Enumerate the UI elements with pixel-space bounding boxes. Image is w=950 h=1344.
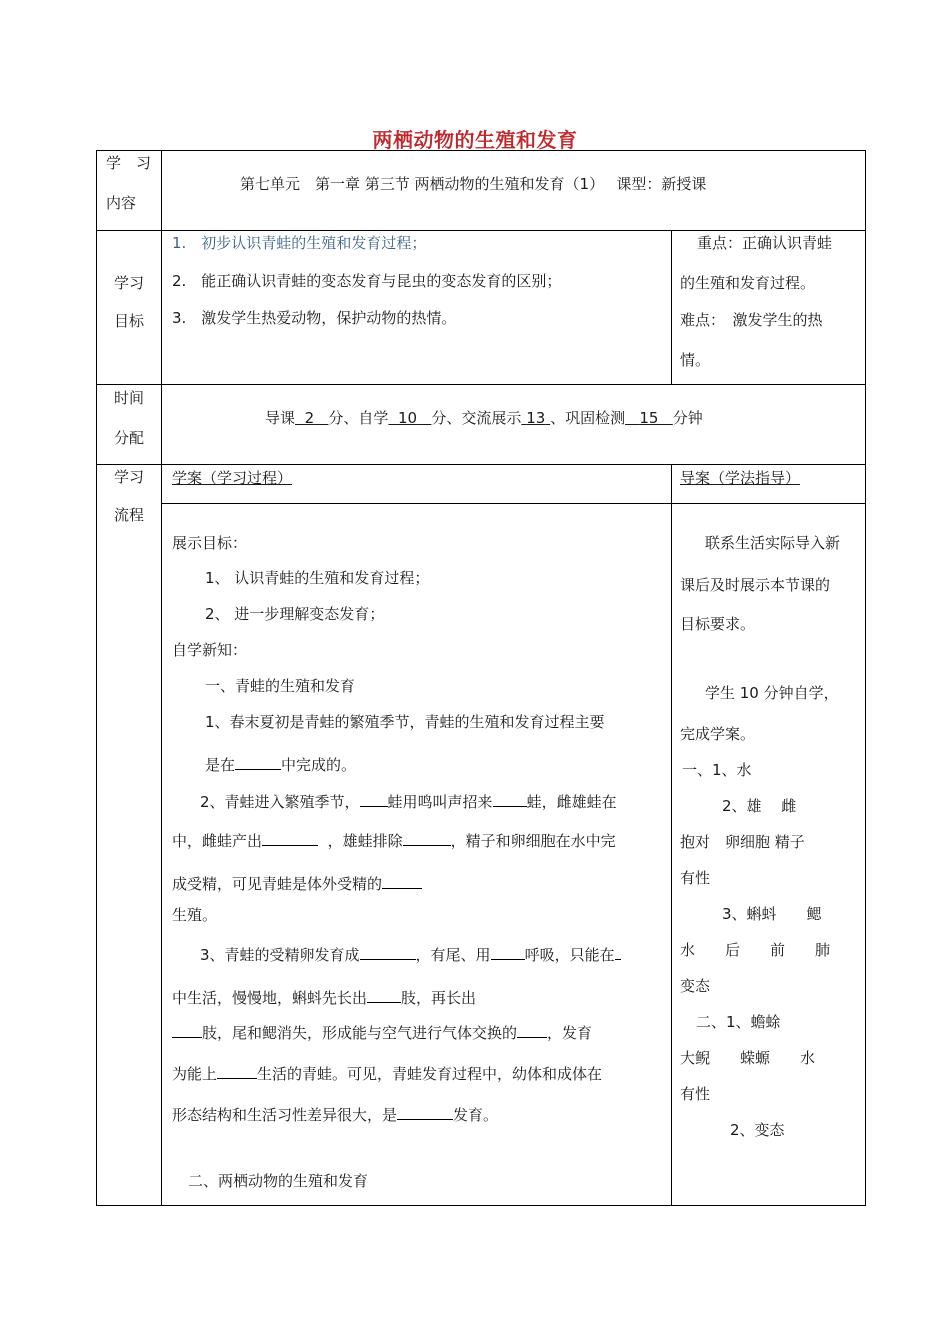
text-line: 中，雌蛙产出 ，雄蛙排除 ，精子和卵细胞在水中完 (172, 832, 616, 850)
goal-item: 3. 激发学生热爱动物，保护动物的热情。 (172, 309, 457, 327)
answer-line: 有性 (680, 1085, 711, 1103)
time-allocation (265, 411, 703, 426)
text-line: 肢，尾和鳃消失，形成能与空气进行气体交换的 ，发育 (172, 1023, 592, 1041)
text-line: 3、青蛙的受精卵发育成 ，有尾、用 呼吸，只能在 (200, 945, 621, 963)
row-divider (161, 503, 866, 504)
text-line: 2、 进一步理解变态发育； (205, 605, 385, 623)
text-line: 2、青蛙进入繁殖季节， 蛙用鸣叫声招来 蛙，雌雄蛙在 (200, 793, 617, 811)
goal-item: 2. 能正确认识青蛙的变态发育与昆虫的变态发育的区别； (172, 272, 562, 290)
text-line: 形态结构和生活习性差异很大，是 发育。 (172, 1106, 499, 1124)
answer-line: 有性 (680, 869, 711, 887)
fill-blank (360, 792, 388, 807)
fill-blank (382, 874, 422, 889)
section-heading: 一、青蛙的生殖和发育 (205, 677, 356, 695)
study-plan-header: 学案（学习过程） (172, 469, 293, 487)
row-label: 目标 (114, 312, 145, 330)
row-label: 时间 (114, 389, 145, 407)
teaching-guide-header: 导案（学法指导） (680, 469, 801, 487)
row-label: 内容 (106, 194, 137, 212)
row-label: 学习 (114, 274, 145, 292)
answer-line: 水 后 前 肺 (680, 941, 831, 959)
key-point-line: 情。 (680, 351, 711, 369)
row-label: 分配 (114, 429, 145, 447)
key-point-line: 的生殖和发育过程。 (680, 274, 816, 292)
column-divider (671, 230, 672, 384)
answer-line: 2、雄 雌 (722, 797, 797, 815)
fill-blank (615, 945, 621, 960)
guide-line: 目标要求。 (680, 615, 756, 633)
guide-line: 完成学案。 (680, 725, 756, 743)
fill-blank (262, 831, 318, 846)
text-line: 自学新知： (172, 641, 248, 659)
answer-line: 一、1、水 (682, 761, 752, 779)
text-line: 为能上 生活的青蛙。可见，青蛙发育过程中，幼体和成体在 (172, 1065, 603, 1083)
answer-line: 二、1、蟾蜍 (696, 1013, 781, 1031)
answer-line: 大鲵 蝾螈 水 (680, 1049, 816, 1067)
column-divider (671, 464, 672, 1206)
text-line: 1、 认识青蛙的生殖和发育过程； (205, 569, 430, 587)
row-label: 学 习 (106, 154, 152, 172)
fill-blank (403, 831, 451, 846)
text-line: 生殖。 (172, 906, 218, 924)
fill-blank (172, 1023, 202, 1038)
key-point-line: 难点： 激发学生的热 (680, 311, 823, 329)
text-line: 展示目标： (172, 534, 248, 552)
time-text: 分、自学 (328, 409, 389, 427)
fill-blank (397, 1105, 453, 1120)
fill-blank (235, 755, 281, 770)
time-value: 2 (304, 409, 315, 427)
guide-line: 联系生活实际导入新 (705, 534, 841, 552)
answer-line: 抱对 卵细胞 精子 (680, 833, 805, 851)
answer-line: 3、蝌蚪 鳃 (722, 905, 822, 923)
fill-blank (517, 1023, 547, 1038)
time-text: 导课 (265, 409, 296, 427)
fill-blank (367, 988, 401, 1003)
fill-blank (491, 945, 525, 960)
row-label: 学习 (114, 468, 145, 486)
text-line: 中生活，慢慢地，蝌蚪先长出 肢，再长出 (172, 989, 477, 1007)
row-divider (96, 230, 866, 231)
key-point-line: 重点：正确认识青蛙 (697, 234, 833, 252)
time-text: 、巩固检测 (550, 409, 626, 427)
fill-blank (493, 792, 527, 807)
answer-line: 变态 (680, 977, 711, 995)
time-value: 10 (397, 409, 418, 427)
fill-blank (360, 945, 416, 960)
section-heading: 二、两栖动物的生殖和发育 (188, 1172, 369, 1190)
guide-line: 课后及时展示本节课的 (680, 576, 831, 594)
time-text: 分钟 (672, 409, 703, 427)
column-divider (161, 150, 162, 1206)
row-divider (96, 384, 866, 385)
time-value: 13 (526, 409, 546, 427)
guide-line: 学生 10 分钟自学， (705, 684, 839, 702)
row-label: 流程 (114, 506, 145, 524)
page-title: 两栖动物的生殖和发育 (372, 128, 578, 152)
time-text: 分、交流展示 (431, 409, 522, 427)
fill-blank (217, 1064, 257, 1079)
row-divider (96, 464, 866, 465)
answer-line: 2、变态 (730, 1121, 785, 1139)
text-line: 是在 中完成的。 (205, 756, 357, 774)
lesson-content: 第七单元 第一章 第三节 两栖动物的生殖和发育（1） 课型：新授课 (240, 175, 707, 193)
goal-item: 1. 初步认识青蛙的生殖和发育过程； (172, 234, 427, 252)
text-line: 成受精，可见青蛙是体外受精的 (172, 874, 422, 892)
time-value: 15 (639, 409, 659, 427)
text-line: 1、春末夏初是青蛙的繁殖季节，青蛙的生殖和发育过程主要 (205, 713, 605, 731)
